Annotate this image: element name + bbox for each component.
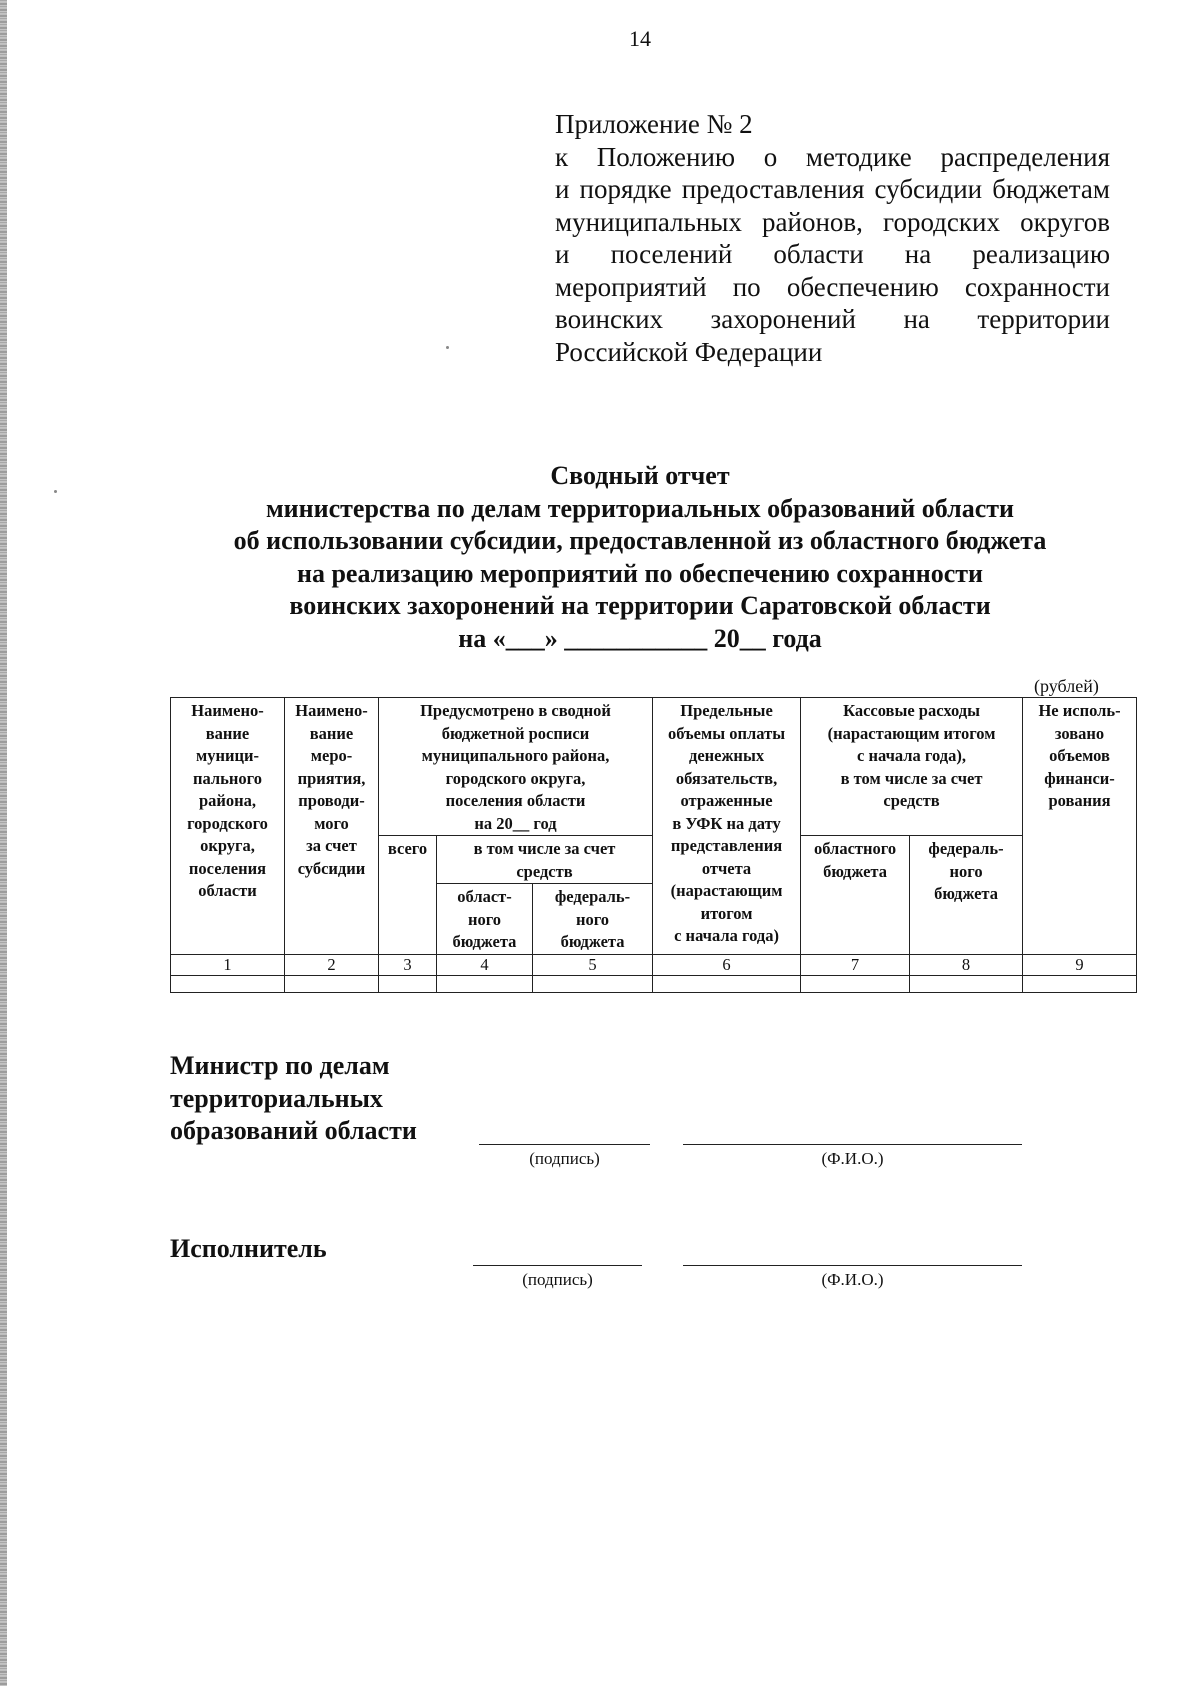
header-including-group: в том числе за счет средств: [437, 836, 653, 884]
appendix-number: Приложение № 2: [555, 109, 753, 139]
title-date-line: на «___» ___________ 20__ года: [458, 623, 822, 653]
scan-edge: [0, 0, 7, 1686]
executor-signature-caption: (подпись): [522, 1270, 593, 1289]
header-payment-limits: Предельные объемы оплаты денежных обязательств, отраженные в УФК на дату представления отчета (нарастающим итогом с начала года): [653, 698, 801, 955]
empty-cell[interactable]: [910, 975, 1023, 992]
title-line: на реализацию мероприятий по обеспечению сохранности: [296, 558, 984, 588]
appendix-line: воинских захоронений на территории: [555, 304, 1110, 334]
column-number: 1: [171, 954, 285, 975]
minister-title-line: территориальных: [170, 1083, 383, 1113]
column-number: 8: [910, 954, 1023, 975]
appendix-reference: [555, 108, 1110, 368]
column-numbers-row: [171, 954, 1137, 975]
appendix-line: и порядке предоставления субсидии бюджетам: [555, 174, 1110, 204]
header-cash-regional: областного бюджета: [801, 836, 910, 955]
minister-title-line: образований области: [170, 1116, 417, 1145]
unit-note: (рублей): [1034, 676, 1099, 696]
empty-data-row: [171, 975, 1137, 992]
appendix-line: мероприятий по обеспечению сохранности: [555, 271, 1110, 302]
executor-title: Исполнитель: [170, 1234, 327, 1263]
empty-cell[interactable]: [801, 975, 910, 992]
header-unused: Не исполь- зовано объемов финанси- рования: [1023, 698, 1137, 955]
empty-cell[interactable]: [533, 975, 653, 992]
header-planned-regional: област- ного бюджета: [437, 884, 533, 955]
scan-speck: [54, 490, 57, 493]
report-title: [140, 460, 1140, 655]
empty-cell[interactable]: [171, 975, 285, 992]
empty-cell[interactable]: [437, 975, 533, 992]
header-activity: Наимено- вание меро- приятия, проводи- мого за счет субсидии: [285, 698, 379, 955]
empty-cell[interactable]: [285, 975, 379, 992]
header-planned-federal: федераль- ного бюджета: [533, 884, 653, 955]
appendix-line: муниципальных районов, городских округов: [555, 206, 1110, 237]
page-number: 14: [629, 26, 651, 51]
minister-title-line: Министр по делам: [170, 1051, 390, 1080]
title-line: министерства по делам территориальных образований области: [265, 493, 1015, 523]
scan-speck: [446, 346, 449, 349]
title-line: Сводный отчет: [550, 461, 730, 490]
column-number: 2: [285, 954, 379, 975]
column-number: 3: [379, 954, 437, 975]
minister-signature-caption: (подпись): [529, 1149, 600, 1168]
title-line: об использовании субсидии, предоставленной из областного бюджета: [233, 526, 1047, 555]
minister-name-caption: (Ф.И.О.): [821, 1149, 884, 1168]
header-cash-group: Кассовые расходы (нарастающим итогом с начала года), в том числе за счет средств: [801, 698, 1023, 836]
column-number: 7: [801, 954, 910, 975]
report-table: [170, 697, 1137, 993]
executor-name-line[interactable]: [683, 1265, 1022, 1266]
empty-cell[interactable]: [653, 975, 801, 992]
appendix-line: к Положению о методике распределения: [555, 141, 1110, 172]
column-number: 9: [1023, 954, 1137, 975]
appendix-line: и поселений области на реализацию: [555, 239, 1110, 269]
empty-cell[interactable]: [379, 975, 437, 992]
executor-signature-line[interactable]: [473, 1265, 642, 1266]
executor-name-caption: (Ф.И.О.): [821, 1270, 884, 1289]
header-total: всего: [379, 836, 437, 955]
minister-title: [170, 1050, 417, 1148]
column-number: 6: [653, 954, 801, 975]
column-number: 5: [533, 954, 653, 975]
column-number: 4: [437, 954, 533, 975]
empty-cell[interactable]: [1023, 975, 1137, 992]
header-municipality: Наимено- вание муници- пального района, городского округа, поселения области: [171, 698, 285, 955]
title-line: воинских захоронений на территории Саратовской области: [289, 591, 991, 620]
header-planned-group: Предусмотрено в сводной бюджетной росписи муниципального района, городского округа, поселения области на 20__ год: [379, 698, 653, 836]
appendix-line: Российской Федерации: [555, 336, 823, 367]
minister-signature-line[interactable]: [479, 1144, 650, 1145]
header-cash-federal: федераль- ного бюджета: [910, 836, 1023, 955]
minister-name-line[interactable]: [683, 1144, 1022, 1145]
